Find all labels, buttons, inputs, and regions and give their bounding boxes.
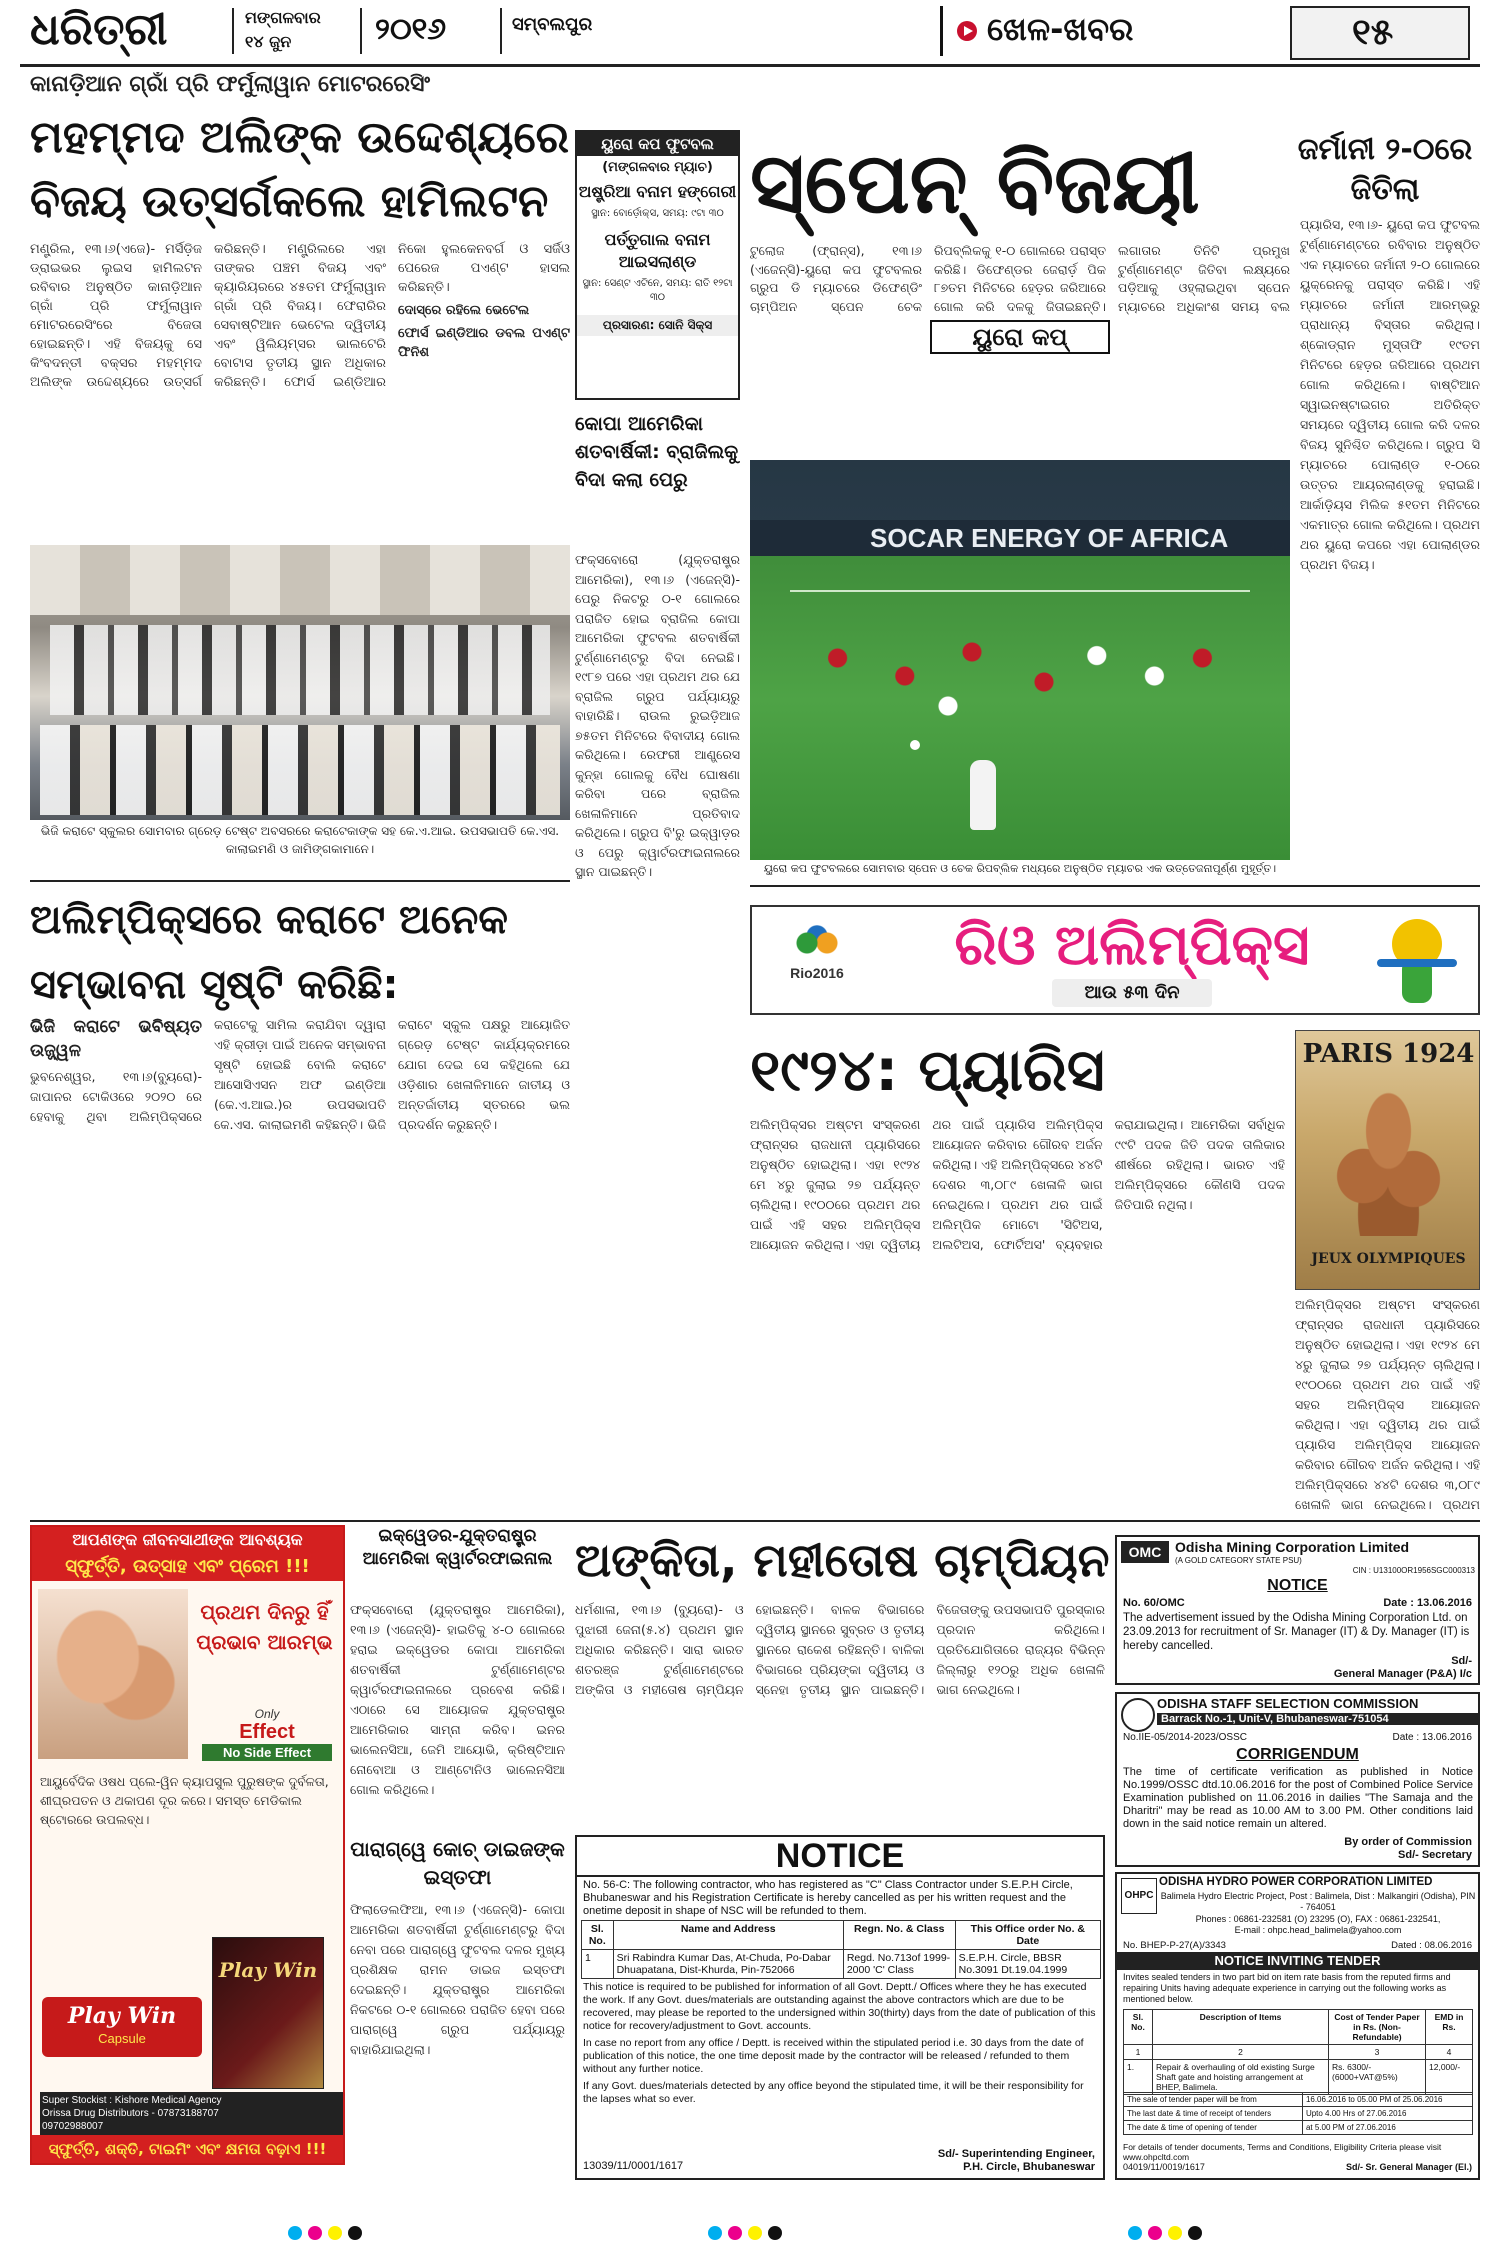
omc-org-sub: (A GOLD CATEGORY STATE PSU)	[1175, 1556, 1302, 1565]
rio-olympics-title: ରିଓ ଅଲିମ୍ପିକ୍ସ	[954, 913, 1310, 978]
spain-match-photo	[750, 460, 1290, 860]
ohpc-cell: 4	[1426, 2045, 1473, 2060]
hamilton-headline-2: ବିଜୟ ଉତ୍ସର୍ଗକଲେ ହାମିଲଟନ	[30, 176, 549, 227]
ohpc-schedule-label: The sale of tender paper will be from	[1124, 2093, 1303, 2107]
notice-cell-name: Sri Rabindra Kumar Das, At-Chuda, Po-Dabar Dhuapatana, Dist-Khurda, Pin-752066	[613, 1950, 843, 1979]
omc-org: Odisha Mining Corporation Limited	[1175, 1539, 1410, 1555]
ad-pack-brand: Play Win	[218, 1958, 318, 1982]
ohpc-cell: 3	[1329, 2045, 1426, 2060]
ohpc-foot: For details of tender documents, Terms and Conditions, Eligibility Criteria please visit www.ohpcltd.com	[1123, 2142, 1442, 2162]
rio-countdown: ଆଉ ୫୩ ଦିନ	[1052, 979, 1212, 1007]
registration-marks-right	[1125, 2225, 1215, 2243]
ossc-notice	[1115, 1692, 1480, 1867]
page-number-box	[1290, 6, 1470, 60]
ohpc-code: 04019/11/0019/1617	[1123, 2162, 1205, 2172]
masthead-city: ସମ୍ବଲପୁର	[512, 14, 593, 35]
masthead	[0, 0, 1500, 60]
ad-stockist-text: Super Stockist : Kishore Medical Agency	[42, 2095, 222, 2106]
contractor-table	[581, 1920, 1101, 1979]
hamilton-sub: ଦୋସ୍ରେ ରହିଲେ ଭେଟେଲ	[398, 303, 530, 318]
ohpc-email: E-mail : ohpc.head_balimela@yahoo.com	[1234, 1925, 1402, 1935]
omc-ref: No. 60/OMC	[1123, 1597, 1185, 1609]
ossc-date: Date : 13.06.2016	[1392, 1732, 1472, 1743]
masthead-date: ୧୪ ଜୁନ	[245, 32, 292, 51]
spain-body	[750, 242, 1290, 320]
ad-tagline: ସ୍ଫୁର୍ତ୍ତି, ଉତ୍ସାହ ଏବଂ ପ୍ରେମ !!!	[32, 1553, 343, 1581]
notice-sign-1: Sd/- Superintending Engineer,	[937, 2148, 1095, 2160]
page-number: ୧୫	[1352, 12, 1394, 53]
omc-body: The advertisement issued by the Odisha Mining Corporation Ltd. on 23.09.2013 for recruitment of Sr. Manager (IT) & Dy. Manager (IT) is hereby cancelled.	[1123, 1612, 1470, 1652]
notice-cell-sl: 1	[582, 1950, 614, 1979]
omc-title: NOTICE	[1267, 1577, 1328, 1594]
ad-phone-text: 09702988007	[42, 2121, 104, 2132]
euro-match-2: ପର୍ତ୍ତୁଗାଲ ବନାମ ଆଇସଲାଣ୍ଡ	[604, 230, 711, 271]
notice-para-2: In case no report from any office / Deptt. is received within the stipulated period i.e. 30 days from the date of publication of this notice, the one time deposit made by the contractor will be released / refunded to them without any further notice.	[583, 2037, 1084, 2075]
ohpc-cell: 2	[1153, 2045, 1329, 2060]
ossc-body: The time of certificate verification as published in Notice No.1999/OSSC dtd.10.06.2016 for the post of Combined Police Service Examination published on 11.06.2016 in dailies "The Samaja and the Dharitri" may be read as 10.00 AM to 3.00 PM. Other conditions laid down in the said notice remain un altered.	[1123, 1766, 1473, 1830]
rio-olympics-banner	[750, 905, 1480, 1015]
notice-th-regn: Regn. No. & Class	[843, 1921, 955, 1950]
euro-box-title: ୟୁରୋ କପ ଫୁଟବଲ	[577, 132, 738, 156]
copa-headline: କୋପା ଆମେରିକା ଶତବାର୍ଷିକୀ: ବ୍ରାଜିଲକୁ ବିଦା କଲା ପେରୁ	[575, 413, 739, 491]
karate-photo-caption: ଭିଜି କରାଟେ ସ୍କୁଲର ସୋମବାର ଗ୍ରେଡ଼ ଟେଷ୍ଟ ଅବସରରେ କରାଟେକାଙ୍କ ସହ କେ.ଏ.ଆଇ. ଉପସଭାପତି କେ.ଏସ. କାଲାଇମଣି ଓ ଜାମିଙ୍ଗକାମାନେ।	[40, 824, 560, 856]
hamilton-headline-1: ମହମ୍ମଦ ଅଲିଙ୍କ ଉଦ୍ଦେଶ୍ୟରେ	[30, 112, 569, 163]
registration-marks-left	[285, 2225, 375, 2243]
ossc-emblem-icon	[1121, 1698, 1155, 1732]
notice-para-1: This notice is required to be published for information of all Govt. Deptt./ Offices where they he has executed the work. If any Govt. dues/materials are outstanding against the above contractors which are due to be recovered, may please be reported to the undersigned within 30(thirty) days from the date of publication of this notice for recovery/adjustment to Govt. accounts.	[583, 1981, 1096, 2032]
ohpc-cell: Rs. 6300/- (6000+VAT@5%)	[1329, 2060, 1426, 2095]
euro-venue-2: ସ୍ଥାନ: ସେଣ୍ଟ ଏଟିନେ, ସମୟ: ରାତି ୧୨ଟା ୩୦	[582, 278, 733, 303]
notice-cell-order: S.E.P.H. Circle, BBSR No.3091 Dt.19.04.1999	[955, 1950, 1100, 1979]
notice-intro: No. 56-C: The following contractor, who has registered as "C" Class Contractor under S.E.P.H Circle, Bhubaneswar and his Registration Certificate is hereby cancelled as per his written request and the onetime deposit in shape of NSC will be refunded to them.	[583, 1879, 1073, 1917]
germany-body: ପ୍ୟାରିସ, ୧୩।୬- ୟୁରୋ କପ ଫୁଟବଲ ଟୁର୍ଣ୍ଣାମେଣ୍ଟରେ ରବିବାର ଅନୁଷ୍ଠିତ ଏକ ମ୍ୟାଚରେ ଜର୍ମାନୀ ୨-୦ ଗୋଲରେ ୟୁକ୍ରେନକୁ ପରାସ୍ତ କରିଛି। ଏହି ମ୍ୟାଚରେ ଜର୍ମାନୀ ଆରମ୍ଭରୁ ପ୍ରାଧାନ୍ୟ ବିସ୍ତାର କରିଥିଲା। ଶ୍କୋଡ୍ରାନ ମୁସ୍ତାଫି ୧୯ତମ ମିନିଟରେ ହେଡ଼ର ଜରିଆରେ ପ୍ରଥମ ଗୋଲ କରିଥିଲେ। ବାଷ୍ଟିଆନ ସ୍ୱାଇନଷ୍ଟାଇଗର ଅତିରିକ୍ତ ସମୟରେ ଦ୍ୱିତୀୟ ଗୋଲ କରି ଦଳର ବିଜୟ ସୁନିଶ୍ଚିତ କରିଥିଲେ। ଗ୍ରୁପ ସି ମ୍ୟାଚରେ ପୋଲାଣ୍ଡ ୧-୦ରେ ଉତ୍ତର ଆୟରଲାଣ୍ଡକୁ ହରାଇଛି। ଆର୍କାଡ଼ିୟସ ମିଲିକ ୫୧ତମ ମିନିଟରେ ଏକମାତ୍ର ଗୋଲ କରିଥିଲେ। ପ୍ରଥମ ଥର ୟୁରୋ କପରେ ଏହା ପୋଲାଣ୍ଡର ପ୍ରଥମ ବିଜୟ।	[1300, 217, 1480, 572]
ohpc-cell: Repair & overhauling of old existing Surge Shaft gate and hoisting arrangement at BHEP, Balimela.	[1153, 2060, 1329, 2095]
germany-headline-2: ଜିତିଲା	[1350, 172, 1420, 207]
notice-sign-2: P.H. Circle, Bhubaneswar	[963, 2161, 1095, 2173]
paris-body-text: ଅଲିମ୍ପିକ୍ସର ଅଷ୍ଟମ ସଂସ୍କରଣ ଫ୍ରାନ୍ସର ରାଜଧାନୀ ପ୍ୟାରିସରେ ଅନୁଷ୍ଠିତ ହୋଇଥିଲା। ଏହା ୧୯୨୪ ମେ ୪ରୁ ଜୁଲାଇ ୨୭ ପର୍ଯ୍ୟନ୍ତ ଚାଲିଥିଲା। ୧୯୦୦ରେ ପ୍ରଥମ ଥର ପାଇଁ ଏହି ସହର ଅଲିମ୍ପିକ୍ସ ଆୟୋଜନ କରିଥିଲା। ଏହା ଦ୍ୱିତୀୟ ଥର ପାଇଁ ପ୍ୟାରିସ ଅଲିମ୍ପିକ୍ସ ଆୟୋଜନ କରିବାର ଗୌରବ ଅର୍ଜନ କରିଥିଲା। ଏହି ଅଲିମ୍ପିକ୍ସରେ ୪୪ଟି ଦେଶର ୩,୦୮୯ ଖେଳାଳି ଭାଗ ନେଇଥିଲେ। ପ୍ରଥମ ଥର ପାଇଁ ଅଲିମ୍ପିକ ମୋଟୋ 'ସିଟିଅସ, ଅଲଟିଅସ, ଫୋର୍ଟିଅସ' ବ୍ୟବହାର କରାଯାଇଥିଲା। ଆମେରିକା ସର୍ବାଧିକ ୯୯ଟି ପଦକ ଜିତି ପଦକ ତାଲିକାର ଶୀର୍ଷରେ ରହିଥିଲା। ଭାରତ ଏହି ଅଲିମ୍ପିକ୍ସରେ କୌଣସି ପଦକ ଜିତିପାରି ନଥିଲା।	[750, 1117, 1285, 1252]
ohpc-schedule-value: 16.06.2016 to 05.00 PM of 25.06.2016	[1302, 2093, 1472, 2107]
ohpc-schedule-label: The date & time of opening of tender	[1124, 2121, 1303, 2135]
omc-cin: CIN : U13100OR1956SGC000313	[1352, 1566, 1475, 1575]
paris-body	[750, 1115, 1285, 1515]
germany-headline-1: ଜର୍ମାନୀ ୨-୦ରେ	[1297, 132, 1473, 167]
ankita-headline: ଅଙ୍କିତା, ମହୀତୋଷ ଚାମ୍ପିୟନ	[575, 1533, 1110, 1587]
ad-brand-name: Play Win	[67, 2003, 177, 2029]
notice-sign	[938, 2148, 1095, 2174]
notice-para-3: If any Govt. dues/materials detected by any office beyond the stipulated time, it will be their responsibility for the lapses what so ever.	[583, 2080, 1084, 2105]
euro-venue-1: ସ୍ଥାନ: ବୋର୍ଡ଼ୋକ୍ସ, ସମୟ: ୯ଟା ୩୦	[591, 208, 724, 219]
spain-headline: ସ୍ପେନ୍ ବିଜୟୀ	[750, 134, 1200, 232]
ohpc-th-emd: EMD in Rs.	[1426, 2010, 1473, 2045]
karate-body	[30, 1015, 570, 1505]
ossc-ref: No.IIE-05/2014-2023/OSSC	[1123, 1732, 1247, 1743]
playwin-advertisement	[30, 1525, 345, 2165]
contractor-notice	[575, 1835, 1105, 2180]
spain-body-text: ଟୁଲୋଜ (ଫ୍ରାନ୍ସ), ୧୩।୬ (ଏଜେନ୍ସି)-ୟୁରୋ କପ ଫୁଟବଲର ଗ୍ରୁପ ଡି ମ୍ୟାଚରେ ଡିଫେଣ୍ଡିଂ ଚାମ୍ପିଅନ ସ୍ପେନ ଚେକ ରିପବ୍ଲିକକୁ ୧-୦ ଗୋଲରେ ପରାସ୍ତ କରିଛି। ଡିଫେଣ୍ଡର ଜେରାର୍ଡ଼ ପିକ ୮୭ତମ ମିନିଟରେ ହେଡ଼ର ଜରିଆରେ ଗୋଲ କରି ଦଳକୁ ଜିତାଇଛନ୍ତି। ଲଗାତାର ତିନିଟି ପ୍ରମୁଖ ଟୁର୍ଣ୍ଣାମେଣ୍ଟ ଜିତିବା ଲକ୍ଷ୍ୟରେ ପଡ଼ିଆକୁ ଓହ୍ଲାଇଥିବା ସ୍ପେନ ମ୍ୟାଚରେ ଅଧିକାଂଶ ସମୟ ବଲ	[750, 243, 1290, 314]
ossc-title: CORRIGENDUM	[1236, 1746, 1359, 1763]
karate-headline-1: ଅଲିମ୍ପିକ୍ସରେ କରାଟେ ଅନେକ	[30, 897, 508, 943]
ohpc-schedule-label: The last date & time of receipt of tenders	[1124, 2107, 1303, 2121]
ohpc-date: Dated : 08.06.2016	[1391, 1940, 1472, 1951]
olympic-mascot-icon	[1372, 919, 1462, 1005]
ossc-address: Barrack No.-1, Unit-V, Bhubaneswar-751054	[1157, 1713, 1480, 1725]
registration-marks-center	[705, 2225, 795, 2243]
karate-body-text: ଭୁବନେଶ୍ୱର, ୧୩।୬(ବ୍ୟୁରୋ)- ଜାପାନର ଟୋକିଓରେ ୨୦୨୦ ରେ ହେବାକୁ ଥିବା ଅଲିମ୍ପିକ୍ସରେ କରାଟେକୁ ସାମିଲ କରାଯିବା ଦ୍ୱାରା ଏହି କ୍ରୀଡ଼ା ପାଇଁ ଅନେକ ସମ୍ଭାବନା ସୃଷ୍ଟି ହୋଇଛି ବୋଲି କରାଟେ ଆସୋସିଏସନ ଅଫ ଇଣ୍ଡିଆ (କେ.ଏ.ଆଇ.)ର ଉପସଭାପତି କେ.ଏସ. କାଲାଇମଣି କହିଛନ୍ତି। ଭିଜି କରାଟେ ସ୍କୁଲ ପକ୍ଷରୁ ଆୟୋଜିତ ଗ୍ରେଡ଼ ଟେଷ୍ଟ କାର୍ଯ୍ୟକ୍ରମରେ ଯୋଗ ଦେଇ ସେ କହିଥିଲେ ଯେ ଓଡ଼ିଶାର ଖେଳାଳିମାନେ ଜାତୀୟ ଓ ଅନ୍ତର୍ଜାତୀୟ ସ୍ତରରେ ଭଲ ପ୍ରଦର୍ଶନ କରୁଛନ୍ତି।	[30, 1017, 570, 1132]
notice-code: 13039/11/0001/1617	[583, 2160, 684, 2172]
ad-top-line: ଆପଣଙ୍କ ଜୀବନସାଥୀଙ୍କ ଆବଶ୍ୟକ	[32, 1527, 343, 1553]
euro-box-subtitle: (ମଙ୍ଗଳବାର ମ୍ୟାଚ)	[602, 160, 713, 175]
ad-no-side-effect: No Side Effect	[202, 1744, 332, 1761]
ohpc-intro: Invites sealed tenders in two part bid on item rate basis from the reputed firms and repairing Units having adequate experience in carrying out the following works as mentioned below.	[1123, 1972, 1451, 2004]
ankita-body-text: ଧର୍ମଶାଳା, ୧୩।୬ (ବ୍ୟୁରୋ)- ଓ ପୁଝାରୀ ଜେନା(୫.୪) ପ୍ରଥମ ସ୍ଥାନ ଅଧିକାର କରିଛନ୍ତି। ସାରା ଭାରତ ଶତରଞ୍ଜ ଟୁର୍ଣ୍ଣାମେଣ୍ଟରେ ଅଙ୍କିତା ଓ ମହୀତୋଷ ଚାମ୍ପିୟନ ହୋଇଛନ୍ତି। ବାଳକ ବିଭାଗରେ ଦ୍ୱିତୀୟ ସ୍ଥାନରେ ସୁବ୍ରତ ଓ ତୃତୀୟ ସ୍ଥାନରେ ରାକେଶ ରହିଛନ୍ତି। ବାଳିକା ବିଭାଗରେ ପ୍ରିୟଙ୍କା ଦ୍ୱିତୀୟ ଓ ସ୍ନେହା ତୃତୀୟ ସ୍ଥାନ ପାଇଛନ୍ତି। ବିଜେତାଙ୍କୁ ଉପସଭାପତି ପୁରସ୍କାର ପ୍ରଦାନ କରିଥିଲେ। ପ୍ରତିଯୋଗିତାରେ ରାଜ୍ୟର ବିଭିନ୍ନ ଜିଲ୍ଲାରୁ ୧୨୦ରୁ ଅଧିକ ଖେଳାଳି ଭାଗ ନେଇଥିଲେ।	[575, 1602, 1105, 1697]
paraguay-headline: ପାରାଗ୍ୱେ କୋଚ୍ ଡାଇଜଙ୍କ ଇସ୍ତଫା	[350, 1837, 565, 1889]
ohpc-th-sl: Sl. No.	[1124, 2010, 1153, 2045]
karate-headline-2: ସମ୍ଭାବନା ସୃଷ୍ଟି କରିଛି:	[30, 962, 399, 1008]
ossc-secretary: Sd/- Secretary	[1398, 1849, 1472, 1861]
omc-sign-2: General Manager (P&A) I/c	[1333, 1668, 1472, 1680]
notice-th-name: Name and Address	[613, 1921, 843, 1950]
hamilton-kicker: କାନାଡ଼ିଆନ ଗ୍ରାଁ ପ୍ରି ଫର୍ମୁଲାୱାନ ମୋଟରରେସିଂ	[30, 72, 431, 97]
hamilton-sub2: ଫୋର୍ସ ଇଣ୍ଡିଆର ଡବଲ ପଏଣ୍ଟ ଫିନିଶ	[398, 326, 570, 360]
euro-match-1: ଅଷ୍ଟ୍ରିଆ ବନାମ ହଙ୍ଗେରୀ	[578, 182, 737, 201]
ohpc-logo: OHPC	[1121, 1878, 1157, 1914]
notice-cell-regn: Regd. No.713of 1999-2000 'C' Class	[843, 1950, 955, 1979]
notice-th-sl: Sl. No.	[582, 1921, 614, 1950]
stadium-banner-text: SOCAR ENERGY OF AFRICA	[870, 523, 1229, 553]
omc-notice	[1115, 1535, 1480, 1685]
ohpc-schedule-table	[1123, 2092, 1473, 2135]
ossc-org: ODISHA STAFF SELECTION COMMISSION	[1157, 1696, 1419, 1711]
ohpc-phones: Phones : 06861-232581 (O) 23295 (O), FAX : 06861-232541,	[1195, 1914, 1441, 1924]
karate-group-photo	[30, 545, 570, 820]
masthead-logo: ଧରିତ୍ରୀ	[30, 4, 168, 55]
notice-title: NOTICE	[577, 1837, 1103, 1877]
ad-only: Only	[254, 1707, 280, 1721]
ohpc-org: ODISHA HYDRO POWER CORPORATION LIMITED	[1159, 1876, 1433, 1888]
ossc-order: By order of Commission	[1344, 1836, 1472, 1848]
karate-subhead: ଭିଜି କରାଟେ ଭବିଷ୍ୟତ ଉଜ୍ଜ୍ୱଳ	[30, 1017, 202, 1061]
euro-broadcast: ପ୍ରସାରଣ: ସୋନି ସିକ୍ସ	[577, 315, 738, 336]
ad-only-effect	[202, 1707, 332, 1767]
ohpc-th-cost: Cost of Tender Paper in Rs. (Non-Refundable)	[1329, 2010, 1426, 2045]
omc-sign-1: Sd/-	[1451, 1655, 1472, 1667]
ad-body: ଆୟୁର୍ବେଦିକ ଓଷଧ ପ୍ଲେ-ୱିନ କ୍ୟାପସୁଲ ପୁରୁଷଙ୍କ ଦୁର୍ବଳତା, ଶୀଘ୍ରପତନ ଓ ଥକାପଣ ଦୂର କରେ। ସମସ୍ତ ମେଡିକାଲ ଷ୍ଟୋରରେ ଉପଲବ୍ଧ।	[40, 1774, 329, 1827]
ad-bottom-line: ସ୍ଫୁର୍ତ୍ତି, ଶକ୍ତି, ଟାଇମିଂ ଏବଂ କ୍ଷମତା ବଢ଼ାଏ !!!	[32, 2135, 343, 2163]
paris-body-continued	[1295, 1295, 1480, 1515]
paris-body-text-2: ଅଲିମ୍ପିକ୍ସର ଅଷ୍ଟମ ସଂସ୍କରଣ ଫ୍ରାନ୍ସର ରାଜଧାନୀ ପ୍ୟାରିସରେ ଅନୁଷ୍ଠିତ ହୋଇଥିଲା। ଏହା ୧୯୨୪ ମେ ୪ରୁ ଜୁଲାଇ ୨୭ ପର୍ଯ୍ୟନ୍ତ ଚାଲିଥିଲା। ୧୯୦୦ରେ ପ୍ରଥମ ଥର ପାଇଁ ଏହି ସହର ଅଲିମ୍ପିକ୍ସ ଆୟୋଜନ କରିଥିଲା। ଏହା ଦ୍ୱିତୀୟ ଥର ପାଇଁ ପ୍ୟାରିସ ଅଲିମ୍ପିକ୍ସ ଆୟୋଜନ କରିବାର ଗୌରବ ଅର୍ଜନ କରିଥିଲା। ଏହି ଅଲିମ୍ପିକ୍ସରେ ୪୪ଟି ଦେଶର ୩,୦୮୯ ଖେଳାଳି ଭାଗ ନେଇଥିଲେ। ପ୍ରଥମ	[1295, 1297, 1480, 1512]
ecuador-body: ଫକ୍ସବୋରୋ (ଯୁକ୍ତରାଷ୍ଟ୍ର ଆମେରିକା), ୧୩।୬ (ଏଜେନ୍ସି)- ହାଇତିକୁ ୪-୦ ଗୋଲରେ ହରାଇ ଇକ୍ୱେଡର କୋପା ଆମେରିକା ଶତବାର୍ଷିକୀ ଟୁର୍ଣ୍ଣାମେଣ୍ଟର କ୍ୱାର୍ଟରଫାଇନାଲରେ ପ୍ରବେଶ କରିଛି। ଏଠାରେ ସେ ଆୟୋଜକ ଯୁକ୍ତରାଷ୍ଟ୍ର ଆମେରିକାର ସାମ୍ନା କରିବ। ଇନର ଭାଲେନସିଆ, ଜେମି ଆୟୋଭି, କ୍ରିଷ୍ଟିଆନ ନୋବୋଆ ଓ ଆଣ୍ଟୋନିଓ ଭାଲେନସିଆ ଗୋଲ କରିଥିଲେ।	[350, 1602, 565, 1797]
ohpc-schedule-value: Upto 4.00 Hrs of 27.06.2016	[1302, 2107, 1472, 2121]
ad-stockist	[40, 2092, 344, 2136]
paris-poster-title: PARIS 1924	[1302, 1039, 1475, 1069]
euro-fixtures-box	[575, 130, 740, 400]
omc-sign	[1334, 1655, 1472, 1681]
ankita-body	[575, 1600, 1105, 1830]
ecuador-headline: ଇକ୍ୱେଡର-ଯୁକ୍ତରାଷ୍ଟ୍ର ଆମେରିକା କ୍ୱାର୍ଟରଫାଇନାଲ	[362, 1526, 553, 1569]
play-triangle-icon	[964, 26, 973, 36]
paris-poster	[1295, 1030, 1480, 1290]
ad-brand-logo	[42, 1997, 202, 2057]
paraguay-body: ଫିଲାଡେଲଫିଆ, ୧୩।୬ (ଏଜେନ୍ସି)- କୋପା ଆମେରିକା ଶତବାର୍ଷିକୀ ଟୁର୍ଣ୍ଣାମେଣ୍ଟରୁ ବିଦା ନେବା ପରେ ପାରାଗ୍ୱେ ଫୁଟବଲ ଦଳର ମୁଖ୍ୟ ପ୍ରଶିକ୍ଷକ ରାମନ ଡାଇଜ ଇସ୍ତଫା ଦେଇଛନ୍ତି। ଯୁକ୍ତରାଷ୍ଟ୍ର ଆମେରିକା ନିକଟରେ ୦-୧ ଗୋଲରେ ପରାଜିତ ହେବା ପରେ ପାରାଗ୍ୱେ ଗ୍ରୁପ ପର୍ଯ୍ୟାୟରୁ ବାହାରିଯାଇଥିଲା।	[350, 1902, 565, 2057]
ohpc-address: Balimela Hydro Electric Project, Post : Balimela, Dist : Malkangiri (Odisha), PIN - 764051	[1160, 1891, 1476, 1912]
ohpc-tender-table	[1123, 2009, 1473, 2095]
ohpc-cell: 12,000/-	[1426, 2060, 1473, 2095]
notice-th-order: This Office order No. & Date	[955, 1921, 1100, 1950]
ohpc-ref: No. BHEP-P-27(A)/3343	[1123, 1940, 1226, 1951]
stadium-banner	[750, 520, 1290, 556]
ohpc-notice	[1115, 1872, 1480, 2180]
euro-cup-label: ୟୁରୋ କପ୍	[930, 320, 1110, 354]
ad-product-pack	[212, 1937, 324, 2089]
spain-photo-caption: ୟୁରୋ କପ ଫୁଟବଲରେ ସୋମବାର ସ୍ପେନ ଓ ଚେକ ରିପବ୍ଲିକ ମଧ୍ୟରେ ଅନୁଷ୍ଠିତ ମ୍ୟାଚର ଏକ ଉତ୍ତେଜନାପୂର୍ଣ୍ଣ ମୁହୂର୍ତ୍ତ।	[763, 862, 1277, 875]
ohpc-schedule-value: at 5.00 PM of 27.06.2016	[1302, 2121, 1472, 2135]
ad-effect: Effect	[239, 1721, 295, 1743]
paris-poster-sub: JEUX OLYMPIQUES	[1311, 1251, 1466, 1267]
hamilton-body-text: ମଣ୍ଟ୍ରିଲ, ୧୩।୬(ଏଜେ)- ମର୍ସିଡ଼ିଜ ଡ୍ରାଇଭର ଲୁଇସ ହାମିଲଟନ ରବିବାର ଅନୁଷ୍ଠିତ କାନାଡ଼ିଆନ ଗ୍ରାଁ ପ୍ରି ଫର୍ମୁଲାୱାନ ମୋଟରରେସିଂରେ ବିଜେତା ହୋଇଛନ୍ତି। ଏହି ବିଜୟକୁ ସେ କିଂବଦନ୍ତୀ ବକ୍ସର ମହମ୍ମଦ ଅଲିଙ୍କ ଉଦ୍ଦେଶ୍ୟରେ ଉତ୍ସର୍ଗ କରିଛନ୍ତି। ମଣ୍ଟ୍ରିଲରେ ଏହା ତାଙ୍କର ପଞ୍ଚମ ବିଜୟ ଏବଂ କ୍ୟାରିୟରରେ ୪୫ତମ ଫର୍ମୁଲାୱାନ ଗ୍ରାଁ ପ୍ରି ବିଜୟ। ଫେରାରିର ସେବାଷ୍ଟିଆନ ଭେଟେଲ ଦ୍ୱିତୀୟ ଏବଂ ୱିଲିୟମ୍ସର ଭାଲଟେରି ବୋଟାସ ତୃତୀୟ ସ୍ଥାନ ଅଧିକାର କରିଛନ୍ତି। ଫୋର୍ସ ଇଣ୍ଡିଆର ନିକୋ ହୁଲକେନବର୍ଗ ଓ ସର୍ଜିଓ ପେରେଜ ପଏଣ୍ଟ ହାସଲ କରିଛନ୍ତି।	[30, 242, 570, 390]
rio-logo	[772, 925, 862, 1001]
omc-date: Date : 13.06.2016	[1383, 1597, 1472, 1609]
ohpc-th-desc: Description of Items	[1153, 2010, 1329, 2045]
copa-body: ଫକ୍ସବୋରୋ (ଯୁକ୍ତରାଷ୍ଟ୍ର ଆମେରିକା), ୧୩।୬ (ଏଜେନ୍ସି)-ପେରୁ ନିକଟରୁ ୦-୧ ଗୋଲରେ ପରାଜିତ ହୋଇ ବ୍ରାଜିଲ କୋପା ଆମେରିକା ଫୁଟବଲ ଶତବାର୍ଷିକୀ ଟୁର୍ଣ୍ଣାମେଣ୍ଟରୁ ବିଦା ନେଇଛି। ୧୯୮୭ ପରେ ଏହା ପ୍ରଥମ ଥର ଯେ ବ୍ରାଜିଲ ଗ୍ରୁପ ପର୍ଯ୍ୟାୟରୁ ବାହାରିଛି। ରାଉଲ ରୁଇଡ଼ିଆଜ ୭୫ତମ ମିନିଟରେ ବିବାଦୀୟ ଗୋଲ କରିଥିଲେ। ରେଫରୀ ଆଣ୍ଡ୍ରେସ କୁନ୍ହା ଗୋଲକୁ ବୈଧ ଘୋଷଣା କରିବା ପରେ ବ୍ରାଜିଲ ଖେଳାଳିମାନେ ପ୍ରତିବାଦ କରିଥିଲେ। ଗ୍ରୁପ ବି'ରୁ ଇକ୍ୱାଡ଼ର ଓ ପେରୁ କ୍ୱାର୍ଟରଫାଇନାଲରେ ସ୍ଥାନ ପାଇଛନ୍ତି।	[575, 552, 740, 879]
ad-first-day: ପ୍ରଥମ ଦିନରୁ ହିଁ ପ୍ରଭାବ ଆରମ୍ଭ	[196, 1600, 333, 1654]
ohpc-cell: 1	[1124, 2045, 1153, 2060]
hamilton-body	[30, 240, 570, 540]
ad-distributor-text: Orissa Drug Distributors - 07873188707	[42, 2108, 219, 2119]
rio-logo-text: Rio2016	[790, 965, 844, 981]
omc-logo: OMC	[1121, 1541, 1169, 1563]
ohpc-sign: Sd/- Sr. General Manager (El.)	[1345, 2162, 1472, 2172]
section-title: ଖେଳ-ଖବର	[987, 10, 1134, 48]
ad-capsule: Capsule	[98, 2031, 146, 2046]
masthead-year: ୨୦୧୬	[375, 12, 447, 47]
masthead-day: ମଙ୍ଗଳବାର	[245, 8, 321, 27]
ossc-sign	[1344, 1836, 1472, 1862]
section-tab	[940, 6, 1240, 56]
ad-couple-photo	[38, 1589, 188, 1759]
paris-headline: ୧୯୨୪: ପ୍ୟାରିସ	[750, 1036, 1105, 1104]
ohpc-title: NOTICE INVITING TENDER	[1117, 1952, 1478, 1970]
ohpc-cell: 1.	[1124, 2060, 1153, 2095]
